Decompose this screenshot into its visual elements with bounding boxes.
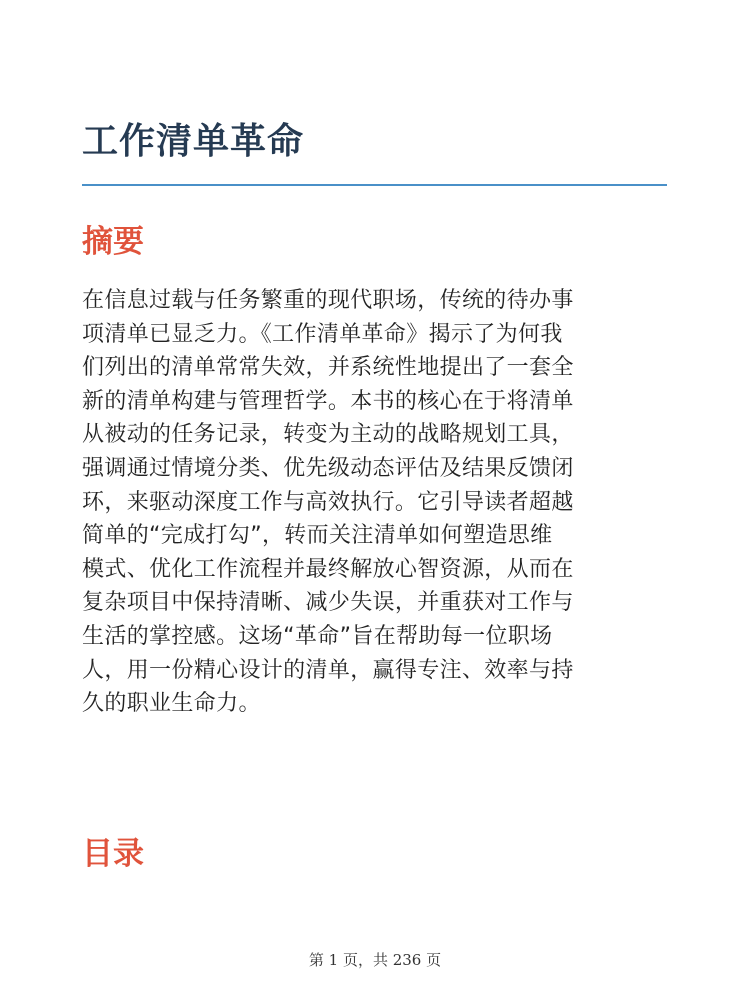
abstract-line: 在信息过载与任务繁重的现代职场，传统的待办事 bbox=[82, 288, 574, 313]
abstract-line: 环，来驱动深度工作与高效执行。它引导读者超越 bbox=[82, 489, 574, 515]
abstract-line: 生活的掌控感。这场“革命”旨在帮助每一位职场 bbox=[82, 623, 553, 649]
abstract-line: 新的清单构建与管理哲学。本书的核心在于将清单 bbox=[82, 388, 574, 414]
abstract-line: 模式、优化工作流程并最终解放心智资源，从而在 bbox=[82, 556, 574, 582]
abstract-heading: 摘要 bbox=[82, 224, 144, 260]
abstract-paragraph bbox=[82, 284, 667, 721]
abstract-line: 强调通过情境分类、优先级动态评估及结果反馈闭 bbox=[82, 455, 574, 481]
abstract-line: 久的职业生命力。 bbox=[82, 691, 261, 717]
abstract-line: 复杂项目中保持清晰、减少失误，并重获对工作与 bbox=[82, 590, 574, 616]
abstract-line: 简单的“完成打勾”，转而关注清单如何塑造思维 bbox=[82, 523, 553, 549]
abstract-line: 人，用一份精心设计的清单，赢得专注、效率与持 bbox=[82, 657, 574, 683]
abstract-line: 项清单已显乏力。《工作清单革命》揭示了为何我 bbox=[82, 321, 563, 347]
abstract-line: 们列出的清单常常失效，并系统性地提出了一套全 bbox=[82, 355, 574, 381]
book-title: 工作清单革命 bbox=[82, 121, 305, 162]
abstract-line: 从被动的任务记录，转变为主动的战略规划工具， bbox=[82, 422, 574, 448]
title-divider bbox=[82, 184, 667, 186]
page-number-footer: 第 1 页，共 236 页 bbox=[308, 951, 442, 969]
toc-heading: 目录 bbox=[82, 836, 144, 872]
